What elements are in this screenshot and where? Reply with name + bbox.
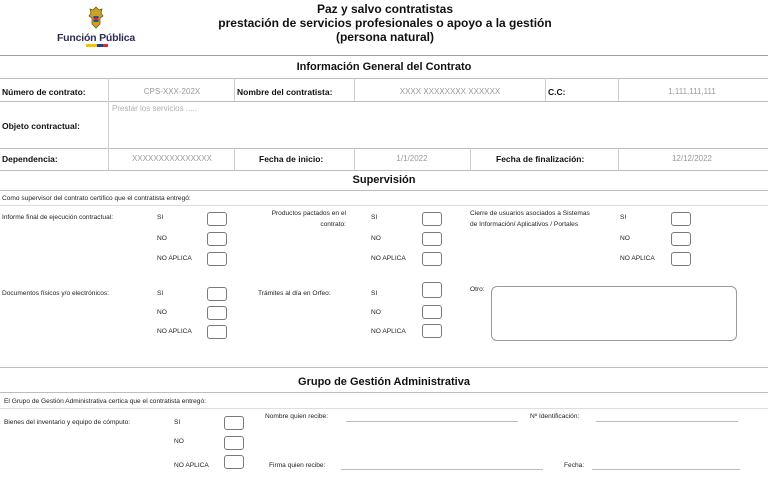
cell-border [108,148,109,170]
documents-label: Documentos físicos y/o electrónicos: [2,290,110,297]
option-no-label: NO [371,235,381,242]
option-no-label: NO [620,235,630,242]
option-no-label: NO [157,235,167,242]
cc-field[interactable]: 1,111,111,111 [668,87,716,96]
id-number-label: Nº Identificación: [530,413,580,420]
divider [0,148,768,149]
contractor-name-field[interactable]: XXXX XXXXXXXX XXXXXX [399,87,501,96]
other-label: Otro: [470,286,485,293]
cell-border [108,78,109,101]
documents-no-checkbox[interactable] [207,306,227,320]
documents-na-checkbox[interactable] [207,325,227,339]
receiver-signature-label: Firma quien recibe: [269,462,326,469]
date-label: Fecha: [564,462,585,469]
other-textarea[interactable] [491,286,737,341]
option-si-label: SI [157,214,164,221]
logo-text: Función Pública [56,32,136,44]
users-closure-label-line-2: de Información/ Aplicativos / Portales [470,221,579,228]
contract-number-field[interactable]: CPS-XXX-202X [143,87,201,96]
cell-border [234,78,235,101]
cell-border [234,148,235,170]
receiver-name-field[interactable] [346,421,518,422]
title-line-3: (persona natural) [335,30,434,44]
cell-border [354,78,355,101]
cell-border [618,148,619,170]
title-line-2: prestación de servicios profesionales o apoyo a la gestión [218,16,552,30]
orfeo-label: Trámites al día en Orfeo: [258,290,331,297]
dependency-field[interactable]: XXXXXXXXXXXXXXX [131,154,213,163]
object-field[interactable]: Prestar los servicios ..... [112,104,197,113]
inventory-no-checkbox[interactable] [224,436,244,450]
admin-intro: El Grupo de Gestión Administrativa certica que el contratista entregó: [4,398,206,405]
option-si-label: SI [620,214,627,221]
cell-border [618,78,619,101]
document-title [150,2,620,44]
option-na-label: NO APLICA [157,328,192,335]
option-si-label: SI [157,290,164,297]
orfeo-na-checkbox[interactable] [422,324,442,338]
start-date-label: Fecha de inicio: [259,154,324,164]
final-report-label: Informe final de ejecución contractual: [2,214,114,221]
general-section-title: Información General del Contrato [296,61,472,73]
receiver-name-label: Nombre quien recibe: [265,413,329,420]
final-report-si-checkbox[interactable] [207,212,227,226]
users-closure-na-checkbox[interactable] [671,252,691,266]
divider [0,78,768,79]
object-label: Objeto contractual: [2,121,80,131]
title-line-1: Paz y salvo contratistas [316,2,454,16]
products-label-line-2: contrato: [320,221,346,228]
cc-label: C.C: [548,87,566,97]
cell-border [470,148,471,170]
option-na-label: NO APLICA [620,255,655,262]
products-no-checkbox[interactable] [422,232,442,246]
end-date-field[interactable]: 12/12/2022 [671,154,713,163]
users-closure-no-checkbox[interactable] [671,232,691,246]
divider [0,55,768,56]
option-na-label: NO APLICA [174,462,209,469]
divider [0,190,768,191]
final-report-no-checkbox[interactable] [207,232,227,246]
option-si-label: SI [174,419,181,426]
date-field[interactable] [592,469,740,470]
users-closure-label-line-1: Cierre de usuarios asociados a Sistemas [470,210,590,217]
contract-number-label: Número de contrato: [2,87,86,97]
users-closure-si-checkbox[interactable] [671,212,691,226]
end-date-label: Fecha de finalización: [496,154,585,164]
contractor-name-label: Nombre del contratista: [237,87,333,97]
products-na-checkbox[interactable] [422,252,442,266]
option-na-label: NO APLICA [371,328,406,335]
option-no-label: NO [174,438,184,445]
inventory-si-checkbox[interactable] [224,416,244,430]
id-number-field[interactable] [596,421,738,422]
divider [0,205,768,206]
coat-of-arms-icon [86,6,106,30]
option-no-label: NO [157,309,167,316]
option-no-label: NO [371,309,381,316]
admin-section-title: Grupo de Gestión Administrativa [298,376,470,388]
supervision-section-title: Supervisión [352,174,416,186]
cell-border [545,78,546,101]
option-si-label: SI [371,290,378,297]
supervision-intro: Como supervisor del contrato certifico que el contratista entregó: [2,195,191,202]
inventory-na-checkbox[interactable] [224,455,244,469]
start-date-field[interactable]: 1/1/2022 [396,154,428,163]
cell-border [354,148,355,170]
divider [0,101,768,102]
receiver-signature-field[interactable] [341,469,543,470]
divider [0,392,768,393]
products-si-checkbox[interactable] [422,212,442,226]
inventory-label: Bienes del inventario y equipo de cómputo: [4,419,131,426]
orfeo-si-checkbox[interactable] [422,282,442,298]
final-report-na-checkbox[interactable] [207,252,227,266]
documents-si-checkbox[interactable] [207,287,227,301]
divider [0,408,768,409]
flag-stripe [86,44,108,47]
divider [0,170,768,171]
funcion-publica-logo [56,6,136,48]
orfeo-no-checkbox[interactable] [422,305,442,319]
products-label-line-1: Productos pactados en el [271,210,346,217]
dependency-label: Dependencia: [2,154,58,164]
option-si-label: SI [371,214,378,221]
divider [0,367,768,368]
option-na-label: NO APLICA [157,255,192,262]
cell-border [108,101,109,148]
option-na-label: NO APLICA [371,255,406,262]
